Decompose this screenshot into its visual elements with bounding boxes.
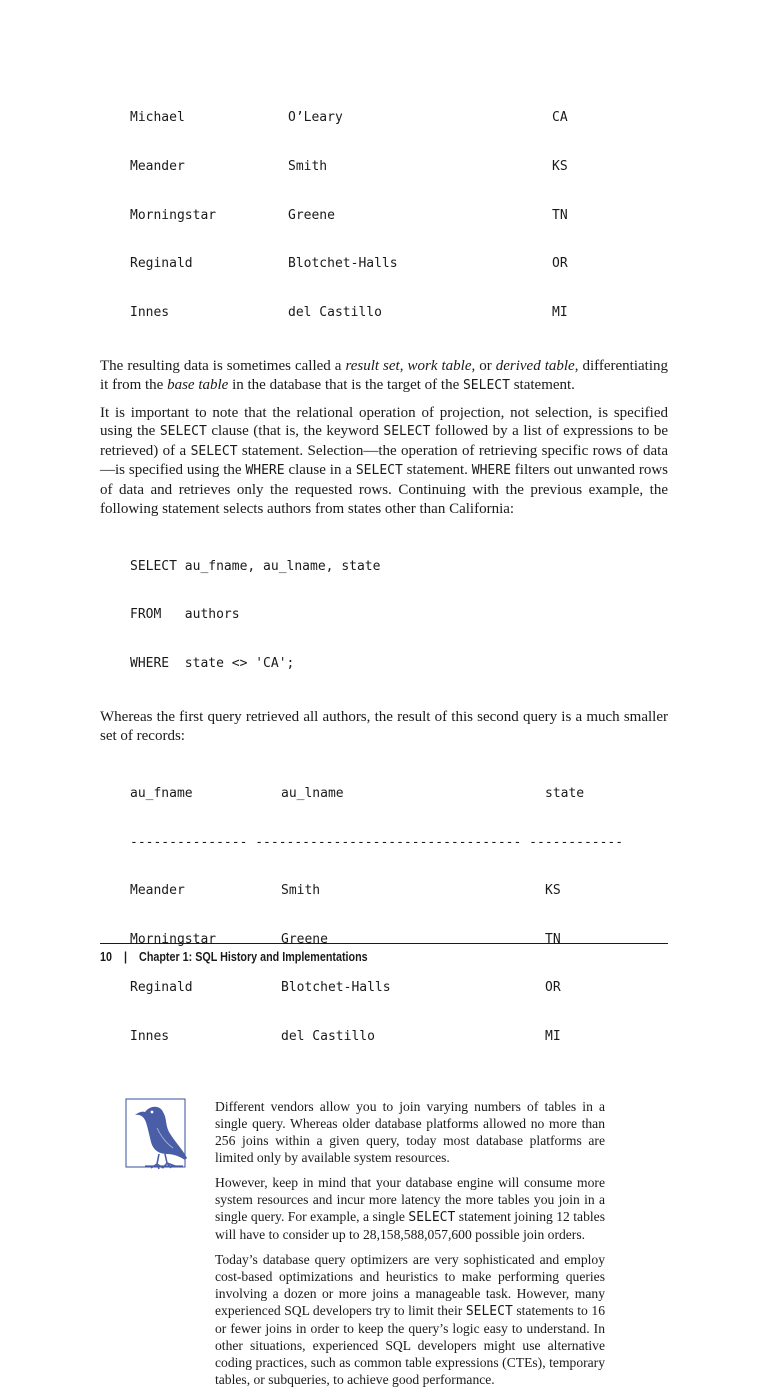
term-result-set: result set (345, 358, 400, 375)
footer-text (100, 950, 588, 964)
table-row (130, 256, 668, 272)
table-row (130, 1029, 668, 1045)
result-table-2 (130, 754, 668, 1078)
inline-code: SELECT (465, 1303, 513, 1319)
note-paragraph (215, 1251, 605, 1388)
cell-lname: Blotchet-Halls (288, 256, 398, 272)
cell-fname: Michael (130, 110, 185, 126)
page-content (100, 78, 668, 1396)
text: Today’s database query optimizers are very sophisticated and employ cost-based optimizations and heuristics to make performing queries involving a dozen or more joins a manageable task. However, many experienced SQL developers try to limit their (215, 1251, 605, 1318)
column-header: state (545, 786, 585, 802)
cell-state: MI (552, 304, 568, 320)
cell-fname: Reginald (130, 256, 193, 272)
page-number: 10 (100, 950, 112, 964)
text: It is important to note that the relational operation of projection, not selection, is specified using the (100, 404, 668, 440)
inline-code: SELECT (408, 1209, 456, 1225)
text: followed by a list of expressions to be retrieved) of a (100, 423, 668, 459)
text: in the database that is the target of the (228, 377, 463, 394)
cell-fname: Morningstar (130, 207, 217, 223)
inline-code: SELECT (462, 378, 510, 394)
column-header: au_lname (281, 786, 344, 802)
note-callout (100, 1098, 668, 1388)
cell-state: KS (552, 159, 568, 175)
code-line: SELECT au_fname, au_lname, state (130, 558, 381, 574)
paragraph-projection (100, 404, 668, 519)
cell-state: OR (552, 256, 568, 272)
inline-code: SELECT (190, 443, 238, 459)
note-body (215, 1098, 605, 1388)
cell-lname: Greene (288, 207, 335, 223)
bird-icon (125, 1098, 187, 1170)
cell-fname: Innes (130, 304, 170, 320)
paragraph-result-set (100, 357, 668, 395)
sql-query-block (130, 526, 668, 704)
table-divider: --------------- ---------------------------------- ------------ (130, 834, 624, 850)
cell-state: TN (552, 207, 568, 223)
cell-fname: Meander (130, 159, 185, 175)
term-work-table: work table (407, 358, 472, 375)
cell-state: MI (545, 1029, 561, 1045)
cell-fname: Meander (130, 883, 185, 899)
cell-lname: Smith (281, 883, 321, 899)
term-derived-table: derived table (495, 358, 575, 375)
cell-lname: O’Leary (288, 110, 343, 126)
term-base-table: base table (167, 377, 229, 394)
paragraph-second-query: Whereas the first query retrieved all authors, the result of this second query is a much smaller set of records: (100, 709, 668, 745)
text: statements to 16 or fewer joins in order to keep the query’s logic easy to understand. In other situations, experienced SQL developers might use alternative coding practices, such as common table expressions (CTEs), temporary tables, or subqueries, to achieve good performance. (215, 1302, 605, 1387)
page-footer (100, 943, 668, 964)
text: The resulting data is sometimes called a (100, 358, 346, 375)
text: statement. (509, 377, 575, 394)
cell-lname: del Castillo (288, 304, 382, 320)
text: filters out unwanted rows of data and retrieves only the requested rows. Continuing with the previous example, the following statement selects authors from states other than California: (100, 462, 669, 517)
inline-code: SELECT (383, 424, 431, 440)
text: , or (471, 358, 496, 375)
table-row (130, 305, 668, 321)
text: However, keep in mind that your database engine will consume more system resources and incur more latency the more tables you join in a single query. For example, a single (215, 1174, 605, 1224)
text: , differentiating it from the (100, 358, 668, 394)
text: statement. (402, 462, 472, 479)
cell-fname: Morningstar (130, 931, 217, 947)
inline-code: SELECT (355, 463, 403, 479)
cell-lname: del Castillo (281, 1029, 375, 1045)
result-table-1 (130, 78, 668, 353)
cell-fname: Reginald (130, 980, 193, 996)
column-header: au_fname (130, 786, 193, 802)
code-line: WHERE state <> 'CA'; (130, 655, 295, 671)
text: statement. Selection—the operation of retrieving specific rows of data—is specified using the (100, 442, 669, 479)
table-row (130, 110, 668, 126)
text: clause (that is, the keyword (206, 423, 384, 440)
inline-code: WHERE (471, 463, 511, 479)
cell-fname: Innes (130, 1029, 170, 1045)
note-paragraph: Different vendors allow you to join varying numbers of tables in a single query. Whereas older database platforms allowed no more than 256 joins within a given query, today most database platforms are limited only by available system resources. (215, 1098, 605, 1165)
inline-code: SELECT (159, 424, 207, 440)
table-header-row (130, 786, 668, 802)
text: statement joining 12 tables will have to consider up to 28,158,588,057,600 possible join orders. (215, 1208, 605, 1242)
cell-lname: Greene (281, 931, 328, 947)
table-row (130, 883, 668, 899)
text: , (399, 358, 408, 375)
footer-separator: | (123, 950, 128, 964)
cell-lname: Smith (288, 159, 328, 175)
cell-lname: Blotchet-Halls (281, 980, 391, 996)
cell-state: OR (545, 980, 561, 996)
cell-state: KS (545, 883, 561, 899)
chapter-title: Chapter 1: SQL History and Implementations (139, 950, 368, 964)
cell-state: TN (545, 931, 561, 947)
table-row (130, 159, 668, 175)
text: clause in a (284, 462, 356, 479)
cell-state: CA (552, 110, 568, 126)
table-row (130, 980, 668, 996)
inline-code: WHERE (245, 463, 285, 479)
code-line: FROM authors (130, 607, 240, 623)
note-paragraph (215, 1174, 605, 1243)
table-row (130, 208, 668, 224)
